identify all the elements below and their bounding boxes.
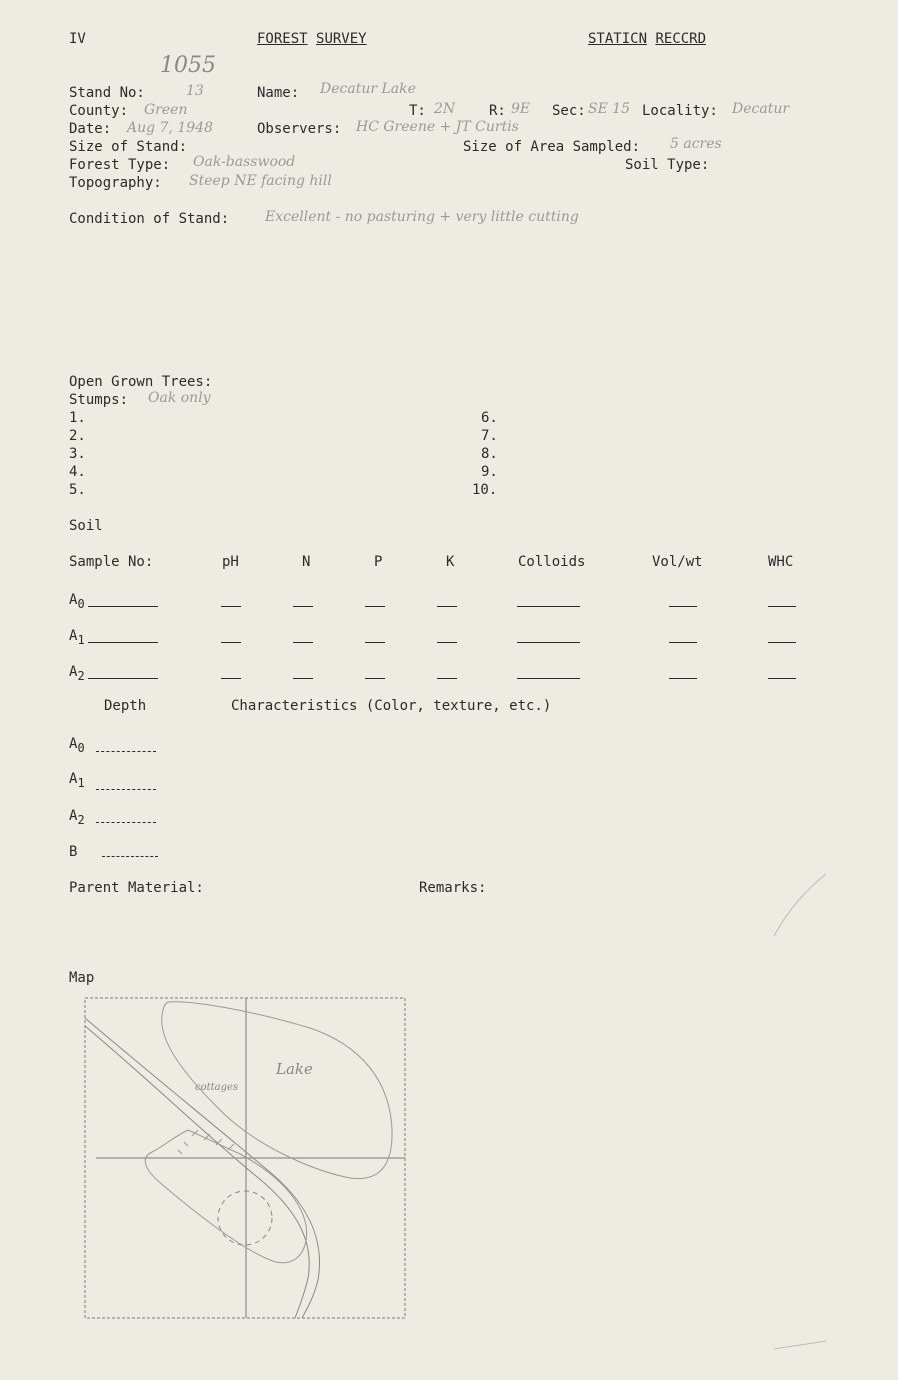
col-k: K [446, 554, 455, 570]
horizon-letter: A [69, 628, 78, 644]
soil-heading: Soil [69, 518, 103, 534]
sample-no-blank [88, 606, 158, 607]
tree-number: 4. [69, 464, 86, 480]
k-blank [437, 642, 457, 643]
depth-label: Depth [104, 698, 147, 714]
tree-number: 5. [69, 482, 86, 498]
tree-number: 9. [481, 464, 498, 480]
col-n: N [302, 554, 311, 570]
name-label: Name: [257, 85, 300, 101]
ph-blank [221, 678, 241, 679]
tree-number: 8. [481, 446, 498, 462]
township-label: T: [409, 103, 426, 119]
whc-blank [768, 606, 796, 607]
form-title-word-2: SURVEY [316, 31, 367, 47]
p-blank [365, 678, 385, 679]
site-map-sketch [80, 990, 410, 1325]
vol-wt-blank [669, 642, 697, 643]
colloids-blank [517, 642, 580, 643]
col-vol-wt: Vol/wt [652, 554, 703, 570]
tree-number: 3. [69, 446, 86, 462]
col-whc: WHC [768, 554, 794, 570]
date-value: Aug 7, 1948 [127, 120, 213, 136]
locality-label: Locality: [642, 103, 718, 119]
col-p: P [374, 554, 383, 570]
soil-type-label: Soil Type: [625, 157, 710, 173]
horizon-subscript: 1 [77, 633, 85, 647]
depth-row-label [69, 844, 77, 864]
section-label: Sec: [552, 103, 586, 119]
depth-row-letter: B [69, 844, 78, 860]
remarks-label: Remarks: [419, 880, 487, 896]
condition-label: Condition of Stand: [69, 211, 230, 227]
stumps-value: Oak only [148, 390, 211, 406]
map-label: Map [69, 970, 95, 986]
cottages-label: cottages [195, 1082, 239, 1093]
n-blank [293, 642, 313, 643]
colloids-blank [517, 606, 580, 607]
tree-number: 7. [481, 428, 498, 444]
horizon-letter: A [69, 592, 78, 608]
depth-row-subscript: 0 [77, 741, 85, 755]
depth-blank [102, 856, 158, 857]
vol-wt-blank [669, 606, 697, 607]
area-sampled-label: Size of Area Sampled: [463, 139, 641, 155]
condition-value: Excellent - no pasturing + very little cutting [265, 209, 579, 225]
k-blank [437, 678, 457, 679]
record-type-word-1: STATICN [588, 31, 648, 47]
record-number: 1055 [160, 53, 216, 78]
depth-row-subscript: 1 [77, 776, 85, 790]
section-roman-numeral: IV [69, 31, 86, 47]
county-label: County: [69, 103, 129, 119]
k-blank [437, 606, 457, 607]
pencil-mark [770, 1335, 830, 1355]
depth-blank [96, 751, 156, 752]
vol-wt-blank [669, 678, 697, 679]
whc-blank [768, 678, 796, 679]
depth-row-label [69, 771, 85, 791]
forest-type-value: Oak-basswood [193, 154, 296, 170]
form-title-word-1: FOREST [257, 31, 308, 47]
depth-row-letter: A [69, 736, 78, 752]
tree-number: 2. [69, 428, 86, 444]
topography-value: Steep NE facing hill [189, 173, 332, 189]
name-value: Decatur Lake [320, 81, 416, 97]
depth-blank [96, 822, 156, 823]
horizon-label [69, 664, 85, 684]
observers-value: HC Greene + JT Curtis [356, 119, 519, 135]
depth-row-subscript: 2 [77, 813, 85, 827]
tree-number: 6. [481, 410, 498, 426]
horizon-letter: A [69, 664, 78, 680]
n-blank [293, 678, 313, 679]
area-sampled-value: 5 acres [670, 136, 722, 152]
depth-blank [96, 789, 156, 790]
horizon-label [69, 628, 85, 648]
horizon-subscript: 0 [77, 597, 85, 611]
characteristics-label: Characteristics (Color, texture, etc.) [231, 698, 552, 714]
horizon-label [69, 592, 85, 612]
sample-plot-circle [218, 1191, 272, 1245]
depth-row-letter: A [69, 771, 78, 787]
form-title [257, 31, 367, 47]
n-blank [293, 606, 313, 607]
pencil-mark [770, 870, 830, 940]
township-value: 2N [434, 101, 456, 117]
range-label: R: [489, 103, 506, 119]
lake-label: Lake [276, 1060, 313, 1078]
depth-row-label [69, 808, 85, 828]
stand-no-value: 13 [186, 83, 204, 99]
depth-row-label [69, 736, 85, 756]
colloids-blank [517, 678, 580, 679]
col-ph: pH [222, 554, 239, 570]
size-of-stand-label: Size of Stand: [69, 139, 188, 155]
county-value: Green [144, 102, 188, 118]
horizon-subscript: 2 [77, 669, 85, 683]
parent-material-label: Parent Material: [69, 880, 204, 896]
col-colloids: Colloids [518, 554, 586, 570]
stand-no-label: Stand No: [69, 85, 145, 101]
sample-no-blank [88, 678, 158, 679]
date-label: Date: [69, 121, 112, 137]
ph-blank [221, 642, 241, 643]
observers-label: Observers: [257, 121, 342, 137]
record-type [588, 31, 706, 47]
locality-value: Decatur [732, 101, 790, 117]
p-blank [365, 642, 385, 643]
whc-blank [768, 642, 796, 643]
forest-type-label: Forest Type: [69, 157, 171, 173]
range-value: 9E [511, 101, 531, 117]
tree-number: 10. [472, 482, 498, 498]
record-type-word-2: RECCRD [655, 31, 707, 47]
section-value: SE 15 [588, 101, 631, 117]
sample-no-blank [88, 642, 158, 643]
open-grown-trees-label: Open Grown Trees: [69, 374, 213, 390]
p-blank [365, 606, 385, 607]
stumps-label: Stumps: [69, 392, 129, 408]
col-sample-no: Sample No: [69, 554, 154, 570]
tree-number: 1. [69, 410, 86, 426]
topography-label: Topography: [69, 175, 162, 191]
ph-blank [221, 606, 241, 607]
depth-row-letter: A [69, 808, 78, 824]
